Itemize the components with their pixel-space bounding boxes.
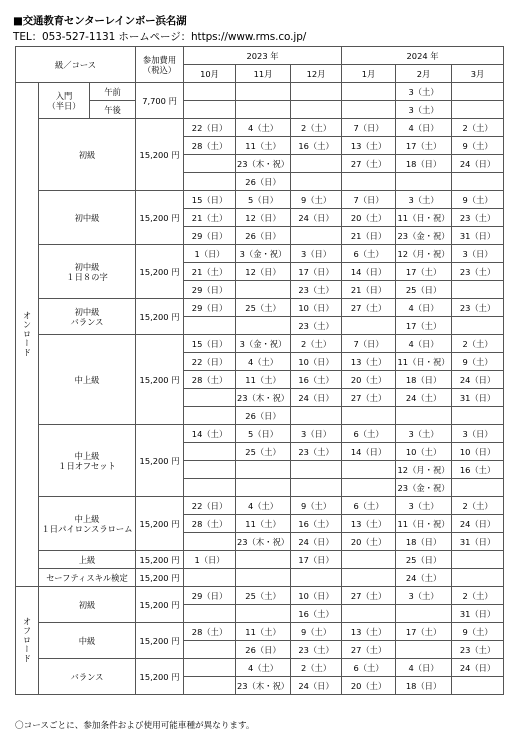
footer-note: 〇コースごとに、参加条件および使用可能車種が異なります。 — [15, 721, 255, 731]
date-cell — [184, 83, 236, 101]
date-cell: 31（日） — [452, 389, 504, 407]
date-cell — [342, 83, 396, 101]
date-cell — [452, 569, 504, 587]
date-cell: 12（日） — [236, 263, 291, 281]
course-fee: 15,200 円 — [136, 119, 184, 191]
date-cell: 3（土） — [396, 497, 452, 515]
course-fee: 15,200 円 — [136, 191, 184, 245]
date-cell: 10（日） — [452, 443, 504, 461]
date-cell: 25（土） — [236, 587, 291, 605]
date-cell — [396, 641, 452, 659]
month-header: 2月 — [396, 65, 452, 83]
date-cell: 6（土） — [342, 245, 396, 263]
contact-info: TEL：053-527-1131 ホームページ：https://www.rms.co.jp/ — [13, 31, 307, 43]
date-cell: 21（日） — [342, 227, 396, 245]
date-cell — [452, 83, 504, 101]
date-cell: 4（土） — [236, 497, 291, 515]
date-cell: 4（日） — [396, 299, 452, 317]
date-cell: 4（日） — [396, 335, 452, 353]
course-name: 初中級 — [39, 191, 136, 245]
date-cell — [342, 173, 396, 191]
date-cell — [184, 641, 236, 659]
date-cell — [184, 389, 236, 407]
date-cell: 2（土） — [291, 659, 342, 677]
course-fee: 15,200 円 — [136, 497, 184, 551]
date-cell — [291, 101, 342, 119]
date-cell: 3（日） — [291, 425, 342, 443]
date-cell — [236, 83, 291, 101]
date-cell — [184, 173, 236, 191]
date-cell: 23（土） — [452, 209, 504, 227]
date-cell — [452, 407, 504, 425]
date-cell: 17（土） — [396, 137, 452, 155]
year-2024-header: 2024 年 — [342, 47, 504, 65]
date-cell: 3（日） — [452, 245, 504, 263]
date-cell: 10（日） — [291, 353, 342, 371]
date-cell — [236, 479, 291, 497]
date-cell — [291, 155, 342, 173]
date-cell: 11（土） — [236, 371, 291, 389]
course-fee: 15,200 円 — [136, 623, 184, 659]
date-cell: 28（土） — [184, 623, 236, 641]
table-row — [16, 101, 504, 119]
date-cell: 5（日） — [236, 191, 291, 209]
date-cell: 11（日・祝） — [396, 515, 452, 533]
date-cell: 13（土） — [342, 623, 396, 641]
date-cell: 24（日） — [452, 659, 504, 677]
date-cell: 23（土） — [452, 263, 504, 281]
date-cell: 23（土） — [291, 443, 342, 461]
date-cell: 23（金・祝） — [396, 227, 452, 245]
date-cell: 5（日） — [236, 425, 291, 443]
date-cell: 3（金・祝） — [236, 335, 291, 353]
date-cell: 4（日） — [396, 119, 452, 137]
date-cell: 12（月・祝） — [396, 245, 452, 263]
date-cell — [236, 281, 291, 299]
date-cell: 9（土） — [452, 137, 504, 155]
date-cell: 23（土） — [291, 641, 342, 659]
date-cell: 2（土） — [452, 119, 504, 137]
course-name: 上級 — [39, 551, 136, 569]
table-row — [16, 425, 504, 443]
date-cell: 13（土） — [342, 137, 396, 155]
date-cell: 22（日） — [184, 497, 236, 515]
date-cell: 17（日） — [291, 263, 342, 281]
date-cell: 3（土） — [396, 191, 452, 209]
date-cell: 4（土） — [236, 119, 291, 137]
date-cell — [184, 461, 236, 479]
date-cell: 16（土） — [291, 515, 342, 533]
course-name: 初中級 バランス — [39, 299, 136, 335]
date-cell — [184, 155, 236, 173]
course-name: 初級 — [39, 119, 136, 191]
table-row — [16, 569, 504, 587]
month-header: 1月 — [342, 65, 396, 83]
date-cell: 7（日） — [342, 335, 396, 353]
date-cell: 28（土） — [184, 137, 236, 155]
date-cell: 23（土） — [452, 299, 504, 317]
session-pm: 午後 — [90, 101, 136, 119]
date-cell: 7（日） — [342, 191, 396, 209]
course-name: 中上級 １日パイロンスラローム — [39, 497, 136, 551]
date-cell: 31（日） — [452, 227, 504, 245]
date-cell — [184, 533, 236, 551]
date-cell: 24（日） — [452, 515, 504, 533]
course-name: 中上級 １日オフセット — [39, 425, 136, 497]
course-name: 初級 — [39, 587, 136, 623]
date-cell — [452, 173, 504, 191]
date-cell — [236, 101, 291, 119]
date-cell: 15（日） — [184, 191, 236, 209]
date-cell: 2（土） — [291, 119, 342, 137]
date-cell: 23（木・祝） — [236, 155, 291, 173]
date-cell: 27（土） — [342, 389, 396, 407]
date-cell: 9（土） — [452, 623, 504, 641]
date-cell — [291, 479, 342, 497]
date-cell — [184, 677, 236, 695]
date-cell: 18（日） — [396, 155, 452, 173]
date-cell: 6（土） — [342, 425, 396, 443]
date-cell: 28（土） — [184, 515, 236, 533]
date-cell: 2（土） — [452, 335, 504, 353]
date-cell: 11（日・祝） — [396, 353, 452, 371]
date-cell: 18（日） — [396, 677, 452, 695]
date-cell — [184, 605, 236, 623]
table-row — [16, 83, 504, 101]
date-cell — [342, 317, 396, 335]
date-cell: 26（日） — [236, 407, 291, 425]
month-header: 11月 — [236, 65, 291, 83]
date-cell: 29（日） — [184, 587, 236, 605]
date-cell: 4（日） — [396, 659, 452, 677]
table-row — [16, 191, 504, 209]
date-cell: 27（土） — [342, 155, 396, 173]
date-cell — [452, 317, 504, 335]
date-cell — [236, 461, 291, 479]
date-cell: 11（土） — [236, 515, 291, 533]
date-cell — [396, 605, 452, 623]
date-cell: 4（土） — [236, 353, 291, 371]
year-2023-header: 2023 年 — [184, 47, 342, 65]
date-cell: 13（土） — [342, 515, 396, 533]
date-cell: 9（土） — [452, 353, 504, 371]
date-cell: 24（土） — [396, 389, 452, 407]
date-cell — [342, 551, 396, 569]
date-cell: 16（土） — [452, 461, 504, 479]
date-cell: 27（土） — [342, 641, 396, 659]
date-cell: 16（土） — [291, 371, 342, 389]
date-cell: 24（日） — [291, 677, 342, 695]
fee-header: 参加費用 （税込） — [136, 47, 184, 83]
course-fee: 15,200 円 — [136, 659, 184, 695]
table-row — [16, 497, 504, 515]
date-cell: 29（日） — [184, 281, 236, 299]
date-cell: 11（土） — [236, 623, 291, 641]
date-cell: 24（日） — [291, 533, 342, 551]
date-cell: 16（土） — [291, 137, 342, 155]
date-cell: 20（土） — [342, 677, 396, 695]
date-cell — [396, 407, 452, 425]
date-cell — [291, 461, 342, 479]
course-fee: 7,700 円 — [136, 83, 184, 119]
date-cell: 25（日） — [396, 281, 452, 299]
month-header: 12月 — [291, 65, 342, 83]
date-cell: 27（土） — [342, 299, 396, 317]
date-cell: 10（日） — [291, 587, 342, 605]
date-cell: 11（日・祝） — [396, 209, 452, 227]
date-cell — [342, 605, 396, 623]
date-cell — [184, 317, 236, 335]
date-cell — [291, 227, 342, 245]
date-cell: 21（日） — [342, 281, 396, 299]
course-name: バランス — [39, 659, 136, 695]
date-cell: 17（土） — [396, 623, 452, 641]
course-fee: 15,200 円 — [136, 299, 184, 335]
course-name: 初中級 １日８の字 — [39, 245, 136, 299]
date-cell: 15（日） — [184, 335, 236, 353]
date-cell: 26（日） — [236, 227, 291, 245]
date-cell: 23（木・祝） — [236, 677, 291, 695]
date-cell: 17（日） — [291, 551, 342, 569]
date-cell — [291, 83, 342, 101]
date-cell — [342, 479, 396, 497]
date-cell — [236, 551, 291, 569]
table-row — [16, 659, 504, 677]
table-row — [16, 245, 504, 263]
date-cell: 7（日） — [342, 119, 396, 137]
date-cell — [291, 173, 342, 191]
date-cell: 4（土） — [236, 659, 291, 677]
table-row — [16, 299, 504, 317]
date-cell: 3（日） — [452, 425, 504, 443]
date-cell: 24（日） — [452, 155, 504, 173]
date-cell: 22（日） — [184, 353, 236, 371]
table-row — [16, 587, 504, 605]
date-cell: 24（日） — [291, 389, 342, 407]
date-cell: 13（土） — [342, 353, 396, 371]
date-cell — [396, 173, 452, 191]
date-cell: 10（土） — [396, 443, 452, 461]
date-cell: 1（日） — [184, 551, 236, 569]
date-cell: 11（土） — [236, 137, 291, 155]
date-cell: 3（土） — [396, 425, 452, 443]
date-cell: 18（日） — [396, 371, 452, 389]
date-cell — [342, 407, 396, 425]
date-cell: 26（日） — [236, 173, 291, 191]
date-cell — [236, 569, 291, 587]
date-cell: 20（土） — [342, 209, 396, 227]
date-cell — [184, 479, 236, 497]
course-name: 中級 — [39, 623, 136, 659]
date-cell: 18（日） — [396, 533, 452, 551]
date-cell: 23（木・祝） — [236, 533, 291, 551]
date-cell: 3（土） — [396, 587, 452, 605]
date-cell: 17（土） — [396, 317, 452, 335]
date-cell: 29（日） — [184, 227, 236, 245]
date-cell — [291, 569, 342, 587]
date-cell — [184, 443, 236, 461]
date-cell — [184, 407, 236, 425]
date-cell: 3（土） — [396, 83, 452, 101]
date-cell: 28（土） — [184, 371, 236, 389]
category-onroad: オンロード — [16, 83, 39, 587]
date-cell: 23（木・祝） — [236, 389, 291, 407]
date-cell: 31（日） — [452, 605, 504, 623]
date-cell — [452, 281, 504, 299]
date-cell: 2（土） — [291, 335, 342, 353]
course-name: セーフティスキル検定 — [39, 569, 136, 587]
date-cell: 2（土） — [452, 497, 504, 515]
date-cell: 9（土） — [291, 497, 342, 515]
date-cell: 9（土） — [291, 191, 342, 209]
date-cell — [184, 659, 236, 677]
date-cell: 12（月・祝） — [396, 461, 452, 479]
date-cell: 31（日） — [452, 533, 504, 551]
date-cell — [342, 101, 396, 119]
course-fee: 15,200 円 — [136, 335, 184, 425]
date-cell — [291, 407, 342, 425]
date-cell — [184, 101, 236, 119]
session-am: 午前 — [90, 83, 136, 101]
course-fee: 15,200 円 — [136, 587, 184, 623]
date-cell: 23（土） — [291, 281, 342, 299]
date-cell: 3（金・祝） — [236, 245, 291, 263]
date-cell — [236, 317, 291, 335]
page-title: ■交通教育センターレインボー浜名湖 — [13, 15, 187, 27]
date-cell — [452, 677, 504, 695]
date-cell: 14（日） — [342, 263, 396, 281]
date-cell: 25（日） — [396, 551, 452, 569]
date-cell: 6（土） — [342, 659, 396, 677]
date-cell: 9（土） — [452, 191, 504, 209]
date-cell: 2（土） — [452, 587, 504, 605]
date-cell: 23（土） — [452, 641, 504, 659]
date-cell: 24（日） — [291, 209, 342, 227]
schedule-table — [15, 46, 504, 695]
date-cell — [342, 569, 396, 587]
course-header: 級／コース — [16, 47, 136, 83]
date-cell: 27（土） — [342, 587, 396, 605]
date-cell: 9（土） — [291, 623, 342, 641]
date-cell: 24（日） — [452, 371, 504, 389]
date-cell — [342, 461, 396, 479]
date-cell: 24（土） — [396, 569, 452, 587]
date-cell: 1（日） — [184, 245, 236, 263]
date-cell: 20（土） — [342, 533, 396, 551]
table-row — [16, 335, 504, 353]
date-cell: 21（土） — [184, 263, 236, 281]
table-row — [16, 551, 504, 569]
date-cell: 29（日） — [184, 299, 236, 317]
course-name: 入門 （半日） — [39, 83, 90, 119]
date-cell: 20（土） — [342, 371, 396, 389]
date-cell: 23（金・祝） — [396, 479, 452, 497]
date-cell: 22（日） — [184, 119, 236, 137]
date-cell — [452, 101, 504, 119]
month-header: 10月 — [184, 65, 236, 83]
table-row — [16, 119, 504, 137]
date-cell: 17（土） — [396, 263, 452, 281]
date-cell — [452, 551, 504, 569]
date-cell: 6（土） — [342, 497, 396, 515]
date-cell — [452, 479, 504, 497]
date-cell — [184, 569, 236, 587]
date-cell: 23（土） — [291, 317, 342, 335]
date-cell: 14（土） — [184, 425, 236, 443]
course-fee: 15,200 円 — [136, 425, 184, 497]
table-row — [16, 623, 504, 641]
date-cell: 26（日） — [236, 641, 291, 659]
date-cell — [236, 605, 291, 623]
course-fee: 15,200 円 — [136, 569, 184, 587]
date-cell: 21（土） — [184, 209, 236, 227]
month-header: 3月 — [452, 65, 504, 83]
date-cell: 25（土） — [236, 443, 291, 461]
date-cell: 10（日） — [291, 299, 342, 317]
date-cell: 16（土） — [291, 605, 342, 623]
date-cell: 3（土） — [396, 101, 452, 119]
date-cell: 3（日） — [291, 245, 342, 263]
course-name: 中上級 — [39, 335, 136, 425]
course-fee: 15,200 円 — [136, 551, 184, 569]
category-offroad: オフロード — [16, 587, 39, 695]
date-cell: 25（土） — [236, 299, 291, 317]
course-fee: 15,200 円 — [136, 245, 184, 299]
date-cell: 14（日） — [342, 443, 396, 461]
date-cell: 12（日） — [236, 209, 291, 227]
